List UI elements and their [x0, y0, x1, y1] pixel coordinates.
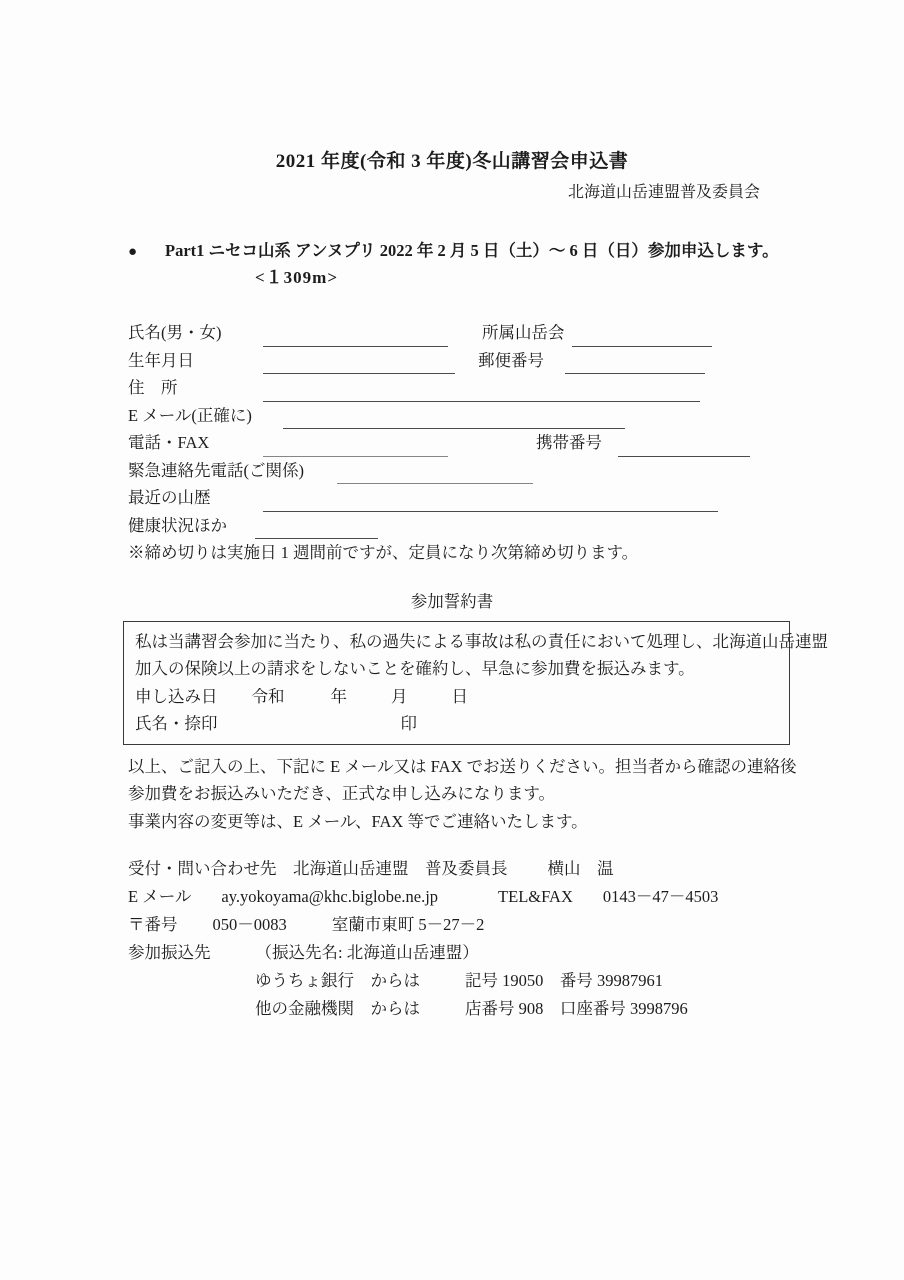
name-field-line	[263, 324, 448, 347]
event-heading	[0, 238, 904, 265]
organization-subtitle: 北海道山岳連盟普及委員会	[567, 184, 760, 201]
form-row-phone	[0, 429, 904, 457]
climbing-history-label: 最近の山歴	[128, 488, 211, 507]
reception-line	[0, 855, 904, 883]
transfer-label: 参加振込先	[128, 943, 211, 962]
elevation-note: <１309m>	[255, 268, 339, 287]
transfer-name: （振込先名: 北海道山岳連盟）	[255, 943, 479, 962]
contact-person: 横山 温	[547, 859, 614, 878]
bank-line-other	[0, 995, 904, 1023]
bank1-detail: 記号 19050 番号 39987961	[465, 971, 663, 990]
contact-postal-code: 050－0083	[212, 915, 287, 934]
instruction-line3: 事業内容の変更等は、E メール、FAX 等でご連絡いたします。	[128, 811, 588, 831]
bank2-name: 他の金融機関 からは	[255, 999, 420, 1018]
postal-field-line	[565, 351, 705, 374]
page-title: 2021 年度(令和 3 年度)冬山講習会申込書	[275, 151, 629, 172]
pledge-name-seal-line	[135, 710, 778, 738]
mobile-field-line	[618, 434, 750, 457]
form-row-birthdate	[0, 347, 904, 375]
address-field-line	[263, 379, 700, 402]
day-suffix: 日	[451, 686, 468, 706]
telfax-label: TEL&FAX	[498, 887, 573, 906]
transfer-line	[0, 939, 904, 967]
reception-label: 受付・問い合わせ先 北海道山岳連盟 普及委員長	[128, 859, 508, 878]
name-label: 氏名(男・女)	[128, 323, 222, 342]
deadline-note: ※締め切りは実施日 1 週間前ですが、定員になり次第締め切ります。	[128, 543, 639, 562]
form-row-email	[0, 402, 904, 430]
form-row-name	[0, 319, 904, 347]
form-row-address	[0, 374, 904, 402]
phone-fax-field-line	[263, 434, 448, 457]
application-date-label: 申し込み日	[135, 686, 218, 706]
seal-mark: 印	[400, 714, 417, 733]
bullet-icon: ●	[128, 244, 138, 260]
pledge-body-line2: 加入の保険以上の請求をしないことを確約し、早急に参加費を振込みます。	[135, 659, 695, 678]
email-field-line	[283, 406, 625, 429]
applicant-form	[0, 319, 904, 567]
month-suffix: 月	[391, 686, 408, 706]
pledge-body-line1: 私は当講習会参加に当たり、私の過失による事故は私の責任において処理し、北海道山岳連盟	[135, 631, 828, 651]
postal-label: 郵便番号	[478, 350, 544, 370]
form-row-health	[0, 512, 904, 540]
postal-line	[0, 911, 904, 939]
contact-email: ay.yokoyama@khc.biglobe.ne.jp	[221, 887, 439, 906]
bank-line-yucho	[0, 967, 904, 995]
contact-email-label: E メール	[128, 887, 192, 906]
health-field-line	[255, 516, 378, 539]
club-label: 所属山岳会	[482, 323, 565, 342]
club-field-line	[572, 324, 712, 347]
email-contact-line	[0, 883, 904, 911]
birthdate-label: 生年月日	[128, 350, 194, 370]
era-label: 令和	[251, 686, 285, 706]
contact-postal-label: 〒番号	[128, 915, 178, 934]
instruction-line1: 以上、ご記入の上、下記に E メール又は FAX でお送りください。担当者から確認の連絡後	[128, 756, 797, 776]
telfax-number: 0143－47－4503	[602, 887, 719, 906]
email-label: E メール(正確に)	[128, 405, 252, 425]
contact-section	[0, 855, 904, 1023]
year-suffix: 年	[330, 686, 347, 706]
submission-instructions	[0, 753, 904, 836]
health-label: 健康状況ほか	[128, 515, 227, 535]
bank1-name: ゆうちょ銀行 からは	[255, 971, 420, 990]
pledge-heading: 参加誓約書	[410, 591, 494, 611]
climbing-history-field-line	[263, 489, 718, 512]
form-row-emergency	[0, 457, 904, 485]
pledge-date-line	[135, 683, 778, 711]
birthdate-field-line	[263, 351, 455, 374]
emergency-contact-field-line	[337, 461, 533, 484]
name-seal-label: 氏名・捺印	[135, 714, 218, 733]
contact-address: 室蘭市東町 5－27－2	[331, 915, 485, 934]
instruction-line2: 参加費をお振込みいただき、正式な申し込みになります。	[128, 784, 556, 803]
phone-fax-label: 電話・FAX	[128, 433, 210, 452]
emergency-contact-label: 緊急連絡先電話(ご関係)	[128, 460, 304, 480]
pledge-box	[123, 621, 828, 745]
address-label: 住 所	[128, 378, 178, 397]
mobile-label: 携帯番号	[536, 433, 602, 452]
event-title: Part1 ニセコ山系 アンヌプリ 2022 年 2 月 5 日（土）～ 6 日（日）参加申込します。	[165, 241, 779, 260]
form-row-history	[0, 484, 904, 512]
bank2-detail: 店番号 908 口座番号 3998796	[465, 999, 688, 1018]
